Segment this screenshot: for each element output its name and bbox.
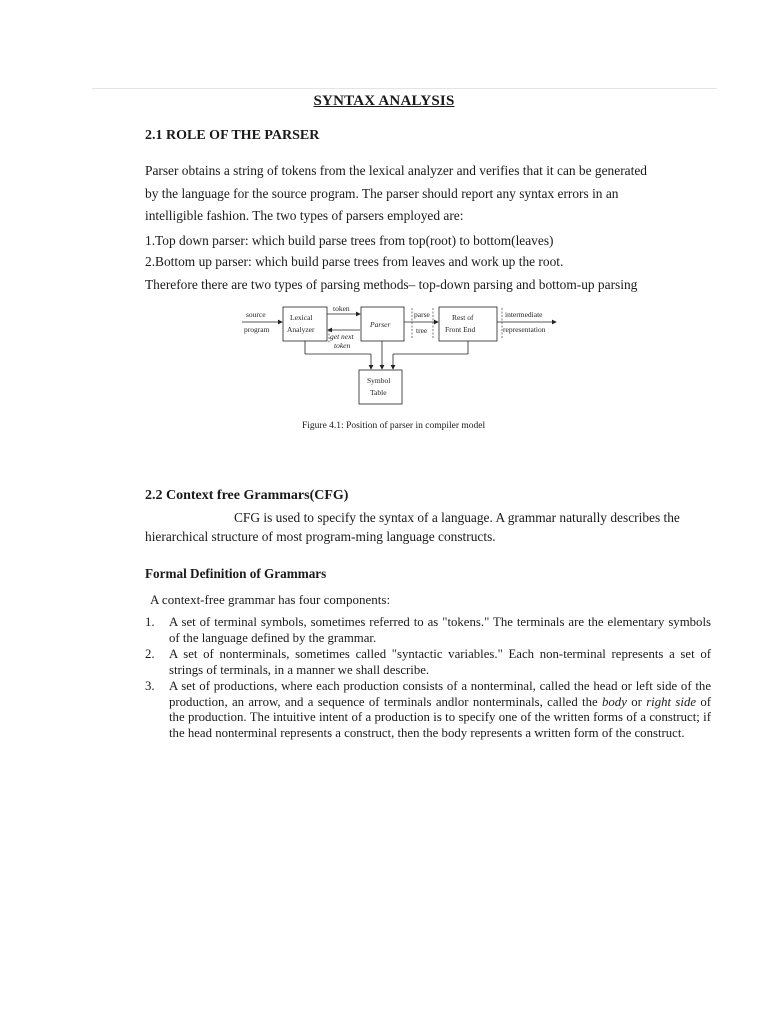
parse-label: parse	[414, 310, 430, 319]
analyzer-label: Analyzer	[287, 325, 315, 334]
get-next-label: get next	[330, 332, 354, 341]
emphasis-body: body	[602, 694, 627, 709]
formal-definition-heading: Formal Definition of Grammars	[145, 566, 327, 581]
parser-type-top-down: 1.Top down parser: which build parse trees from top(root) to bottom(leaves)	[145, 233, 554, 248]
top-rule	[92, 88, 717, 89]
symbol-label: Symbol	[367, 376, 391, 385]
list-text: A set of nonterminals, sometimes called "syntactic variables." Each non-terminal represents a set of strings of terminals, in a manner we shall describe.	[169, 647, 711, 677]
compiler-model-diagram	[240, 302, 560, 407]
paragraph-line: by the language for the source program. The parser should report any syntax errors in an	[145, 185, 619, 201]
program-label: program	[244, 325, 270, 334]
list-number: 1.	[145, 615, 155, 629]
list-number: 2.	[145, 647, 155, 661]
intermediate-label: intermediate	[505, 310, 543, 319]
paragraph-line: intelligible fashion. The two types of parsers employed are:	[145, 208, 464, 223]
list-text: A set of terminal symbols, sometimes referred to as "tokens." The terminals are the elementary symbols of the language defined by the grammar.	[169, 615, 711, 645]
tree-label: tree	[416, 326, 428, 335]
emphasis-right-side: right side	[646, 694, 697, 709]
parser-type-bottom-up: 2.Bottom up parser: which build parse trees from leaves and work up the root.	[145, 254, 564, 269]
source-label: source	[246, 310, 266, 319]
list-text: or	[626, 694, 647, 709]
cfg-intro-line: CFG is used to specify the syntax of a language. A grammar naturally describes the	[234, 510, 680, 525]
table-label: Table	[370, 388, 387, 397]
page-title: SYNTAX ANALYSIS	[313, 93, 455, 109]
front-end-label: Front End	[445, 325, 476, 334]
get-next-token-label: token	[334, 341, 351, 350]
cfg-intro-paragraph	[145, 508, 705, 546]
cfg-intro-line: hierarchical structure of most program-ming language constructs.	[145, 529, 496, 544]
section-heading-role-of-parser: 2.1 ROLE OF THE PARSER	[145, 128, 320, 143]
components-intro: A context-free grammar has four components:	[150, 592, 391, 607]
list-text: A set of productions, where each production consists of a nonterminal, called the head or left side of the production, an arrow, and a sequence of terminals andlor nonterminals, called the	[169, 679, 711, 709]
list-item	[145, 647, 711, 678]
list-text: of the production. The intuitive intent of a production is to specify one of the written forms of a construct; if the head nonterminal represents a construct, then the body represents a written form of the construct.	[169, 694, 712, 740]
section-heading-cfg: 2.2 Context free Grammars(CFG)	[145, 488, 349, 503]
representation-label: representation	[503, 325, 546, 334]
rest-of-label: Rest of	[452, 313, 474, 322]
figure-caption: Figure 4.1: Position of parser in compiler model	[302, 421, 486, 431]
role-paragraph	[145, 160, 705, 228]
list-item	[145, 615, 711, 646]
parser-label: Parser	[370, 320, 391, 329]
token-label: token	[333, 304, 350, 313]
components-list	[145, 615, 711, 742]
list-item	[145, 679, 711, 741]
lexical-label: Lexical	[290, 313, 313, 322]
paragraph-line: Parser obtains a string of tokens from the lexical analyzer and verifies that it can be generated	[145, 163, 647, 178]
parsing-methods-sentence: Therefore there are two types of parsing methods– top-down parsing and bottom-up parsing	[145, 277, 638, 292]
list-number: 3.	[145, 679, 155, 693]
